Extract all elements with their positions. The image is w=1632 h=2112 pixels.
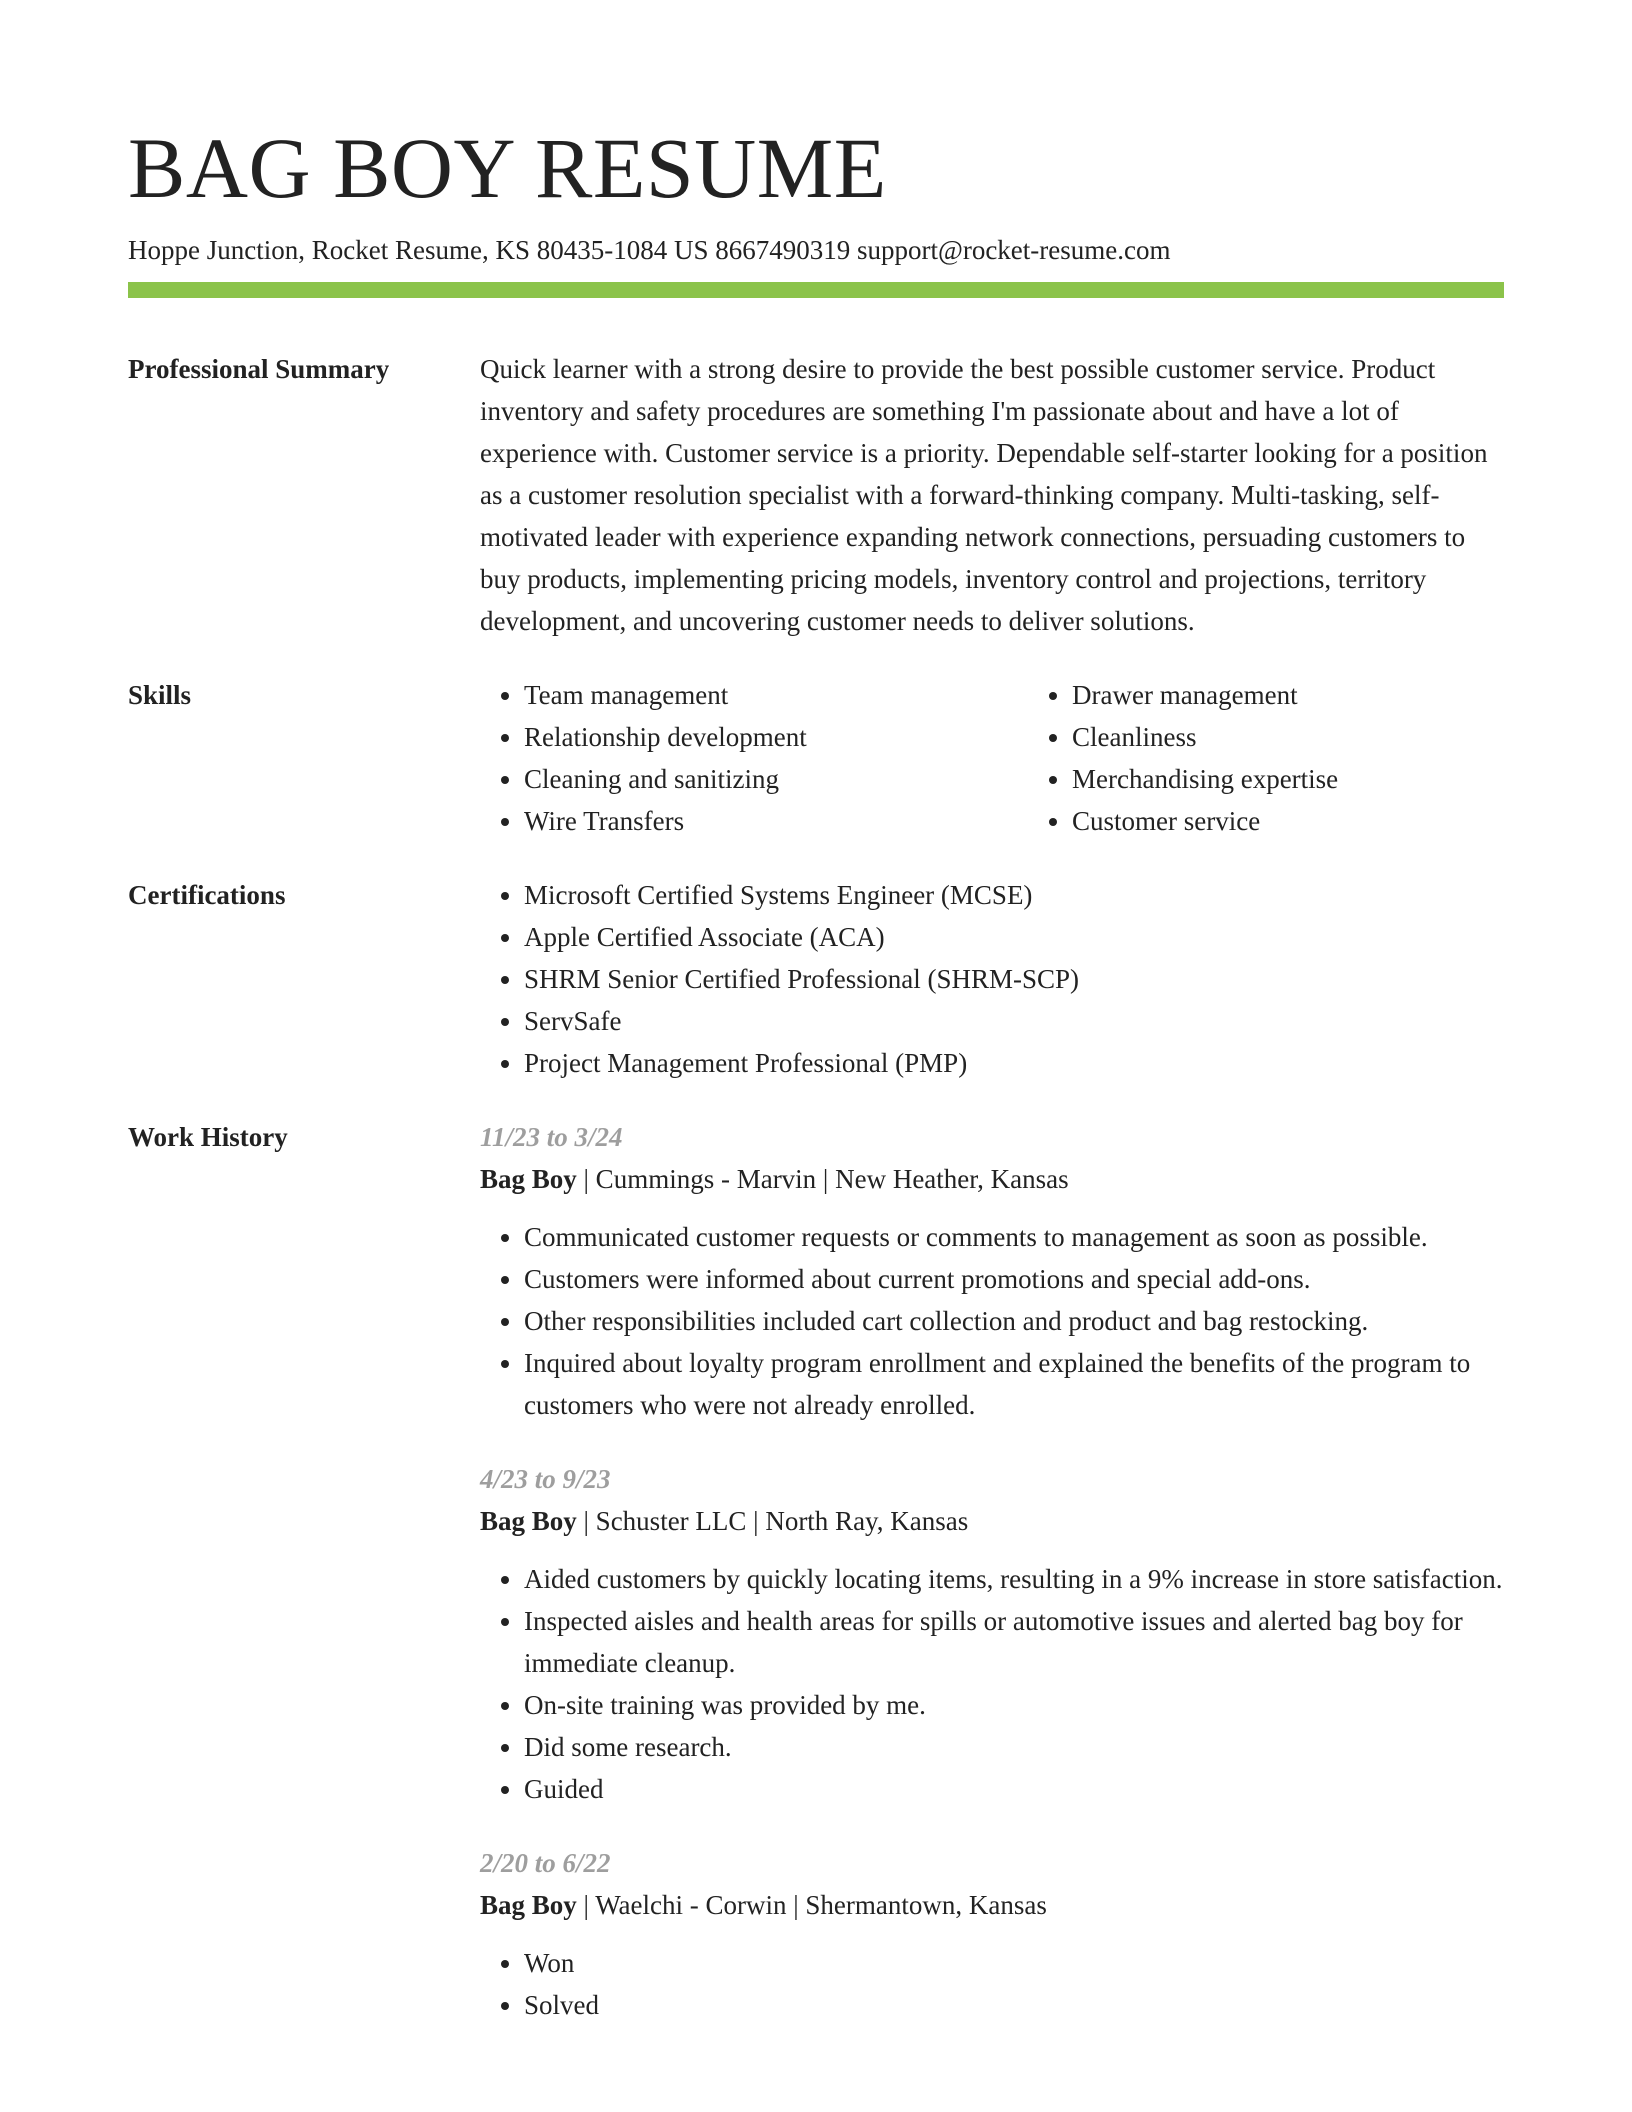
- skill-item: • Team management: [524, 674, 1028, 716]
- job-details: | Waelchi - Corwin | Shermantown, Kansas: [576, 1890, 1047, 1920]
- section-skills: [128, 674, 1504, 842]
- skill-item: • Cleanliness: [1072, 716, 1576, 758]
- section-body: [480, 348, 1504, 642]
- job-dates: 4/23 to 9/23: [480, 1464, 611, 1494]
- job-entry: [480, 1458, 1504, 1810]
- certification-item: • Apple Certified Associate (ACA): [524, 916, 1504, 958]
- summary-text: Quick learner with a strong desire to provide the best possible customer service. Product inventory and safety procedures are something I'm passionate about and have a lot of experience with. Customer service is a priority. Dependable self-starter looking for a position as a customer resolution specialist with a forward-thinking company. Multi-tasking, self-motivated leader with experience expanding network connections, persuading customers to buy products, implementing pricing models, inventory control and projections, territory development, and uncovering customer needs to deliver solutions.: [480, 354, 1488, 636]
- job-bullet: • Other responsibilities included cart collection and product and bag restocking.: [524, 1300, 1504, 1342]
- job-bullets: [480, 1216, 1504, 1426]
- job-bullet: • On-site training was provided by me.: [524, 1684, 1504, 1726]
- section-label: Professional Summary: [128, 354, 390, 384]
- job-entry: [480, 1116, 1504, 1426]
- section-label: Skills: [128, 680, 192, 710]
- job-bullet: • Inquired about loyalty program enrollment and explained the benefits of the program to customers who were not already enrolled.: [524, 1342, 1504, 1426]
- job-dates: 2/20 to 6/22: [480, 1848, 611, 1878]
- section-body: [480, 674, 1576, 842]
- job-bullet: • Customers were informed about current promotions and special add-ons.: [524, 1258, 1504, 1300]
- certification-item: • ServSafe: [524, 1000, 1504, 1042]
- job-bullet: • Won: [524, 1942, 1504, 1984]
- job-title: Bag Boy: [480, 1890, 577, 1920]
- section-work-history: [128, 1116, 1504, 2026]
- section-body: [480, 1116, 1504, 2026]
- skills-grid: [480, 674, 1576, 842]
- job-title: Bag Boy: [480, 1164, 577, 1194]
- job-bullet: • Did some research.: [524, 1726, 1504, 1768]
- job-bullets: [480, 1942, 1504, 2026]
- header-divider: [128, 282, 1504, 298]
- job-title-line: [480, 1884, 1504, 1926]
- job-title-line: [480, 1500, 1504, 1542]
- skills-list-right: [1028, 674, 1576, 842]
- job-bullet: • Solved: [524, 1984, 1504, 2026]
- skill-item: • Customer service: [1072, 800, 1576, 842]
- skills-list-left: [480, 674, 1028, 842]
- job-bullet: • Communicated customer requests or comments to management as soon as possible.: [524, 1216, 1504, 1258]
- section-professional-summary: [128, 348, 1504, 642]
- skill-item: • Drawer management: [1072, 674, 1576, 716]
- job-bullet: • Inspected aisles and health areas for spills or automotive issues and alerted bag boy for immediate cleanup.: [524, 1600, 1504, 1684]
- resume-title: BAG BOY RESUME: [128, 120, 887, 216]
- skill-item: • Merchandising expertise: [1072, 758, 1576, 800]
- job-details: | Schuster LLC | North Ray, Kansas: [576, 1506, 969, 1536]
- job-title: Bag Boy: [480, 1506, 577, 1536]
- job-bullet: • Aided customers by quickly locating items, resulting in a 9% increase in store satisfaction.: [524, 1558, 1504, 1600]
- section-certifications: [128, 874, 1504, 1084]
- job-details: | Cummings - Marvin | New Heather, Kansas: [576, 1164, 1069, 1194]
- section-label: Certifications: [128, 880, 286, 910]
- skill-item: • Relationship development: [524, 716, 1028, 758]
- certifications-list: [480, 874, 1504, 1084]
- certification-item: • Project Management Professional (PMP): [524, 1042, 1504, 1084]
- skill-item: • Cleaning and sanitizing: [524, 758, 1028, 800]
- job-dates: 11/23 to 3/24: [480, 1122, 623, 1152]
- job-entry: [480, 1842, 1504, 2026]
- section-body: [480, 874, 1504, 1084]
- resume-page: [128, 118, 1504, 2026]
- job-bullet: • Guided: [524, 1768, 1504, 1810]
- job-bullets: [480, 1558, 1504, 1810]
- certification-item: • SHRM Senior Certified Professional (SHRM-SCP): [524, 958, 1504, 1000]
- skill-item: • Wire Transfers: [524, 800, 1028, 842]
- certification-item: • Microsoft Certified Systems Engineer (MCSE): [524, 874, 1504, 916]
- job-title-line: [480, 1158, 1504, 1200]
- contact-line: Hoppe Junction, Rocket Resume, KS 80435-1084 US 8667490319 support@rocket-resume.com: [128, 235, 1171, 265]
- section-label: Work History: [128, 1122, 288, 1152]
